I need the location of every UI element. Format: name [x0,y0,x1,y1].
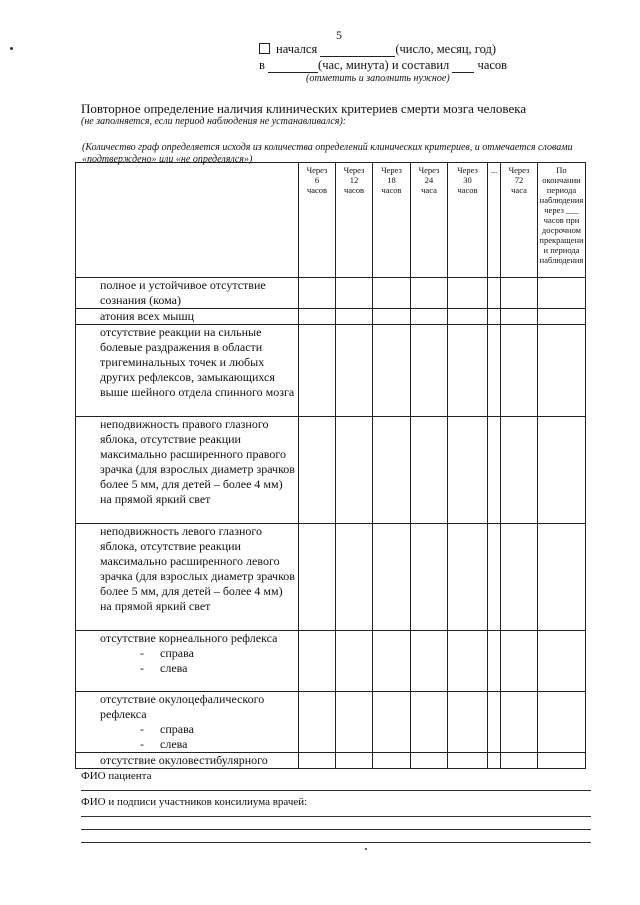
scan-speck [365,848,367,850]
cell[interactable] [336,417,373,524]
cell[interactable] [488,631,501,692]
criteria-table [75,162,586,769]
date-hint-label: (число, месяц, год) [395,42,497,56]
cell[interactable] [538,631,586,692]
table-row [76,325,586,417]
header-12h: Через 12 часов [336,163,373,278]
header-72h: Через 72 часа [501,163,538,278]
cell[interactable] [448,753,488,769]
criterion-pain-reaction: отсутствие реакции на сильные болевые раздражения в области тригеминальных точек и любых других рефлексов, замыкающихся выше шейного отдела спинного мозга [76,325,299,417]
cell[interactable] [501,524,538,631]
table-row [76,753,586,769]
cell[interactable] [448,524,488,631]
date-blank-field[interactable] [320,46,395,57]
section-note: (Количество граф определяется исходя из количества определений клинических критериев, и отмечается словами «подтверждено» или «не определялся») [82,142,573,165]
cell[interactable] [488,692,501,753]
cell[interactable] [488,278,501,309]
cell[interactable] [373,524,411,631]
cell[interactable] [488,325,501,417]
cell[interactable] [299,417,336,524]
cell[interactable] [373,417,411,524]
header-end-of-period: По окончании периода наблюдения через ___ часов при досрочном прекращени и периода наблюдения [538,163,586,278]
cell[interactable] [411,753,448,769]
cell[interactable] [501,278,538,309]
cell[interactable] [538,278,586,309]
header-ellipsis: ... [488,163,501,278]
header-30h: Через 30 часов [448,163,488,278]
cell[interactable] [538,325,586,417]
side-left: - слева [140,737,188,751]
cell[interactable] [299,278,336,309]
cell[interactable] [538,417,586,524]
cell[interactable] [488,417,501,524]
council-signature-line-3[interactable] [81,842,591,843]
cell[interactable] [336,309,373,325]
cell[interactable] [299,524,336,631]
cell[interactable] [538,692,586,753]
cell[interactable] [411,417,448,524]
period-start-line [259,42,496,57]
cell[interactable] [501,325,538,417]
cell[interactable] [501,692,538,753]
criterion-left-eye: неподвижность левого глазного яблока, отсутствие реакции максимально расширенного левого зрачка (для взрослых диаметр зрачков более 5 мм, для детей – более 4 мм) на прямой яркий свет [76,524,299,631]
page-number: 5 [336,28,342,42]
cell[interactable] [299,309,336,325]
cell[interactable] [373,309,411,325]
cell[interactable] [411,692,448,753]
cell[interactable] [336,524,373,631]
cell[interactable] [488,524,501,631]
section-title: Повторное определение наличия клинических критериев смерти мозга человека [81,101,527,116]
cell[interactable] [299,753,336,769]
council-signature-line-2[interactable] [81,829,591,830]
cell[interactable] [373,278,411,309]
cell[interactable] [411,278,448,309]
cell[interactable] [538,753,586,769]
table-row [76,417,586,524]
cell[interactable] [448,417,488,524]
cell[interactable] [373,325,411,417]
header-criteria-cell [76,163,299,278]
table-row [76,692,586,753]
period-start-label: начался [276,42,318,56]
criterion-atonia: атония всех мышц [76,309,299,325]
table-row [76,278,586,309]
cell[interactable] [299,692,336,753]
cell[interactable] [373,631,411,692]
cell[interactable] [336,325,373,417]
cell[interactable] [448,278,488,309]
table-row [76,524,586,631]
patient-name-label: ФИО пациента [81,770,152,782]
cell[interactable] [538,309,586,325]
cell[interactable] [299,631,336,692]
table-row [76,309,586,325]
period-duration-line [259,58,507,73]
cell[interactable] [501,753,538,769]
cell[interactable] [336,692,373,753]
criterion-corneal-reflex: отсутствие корнеального рефлекса - справа - слева [76,631,299,692]
cell[interactable] [448,692,488,753]
header-24h: Через 24 часа [411,163,448,278]
table-header-row [76,163,586,278]
side-right: - справа [140,646,194,660]
cell[interactable] [488,753,501,769]
scan-speck [10,47,13,50]
cell[interactable] [299,325,336,417]
council-signature-line-1[interactable] [81,816,591,817]
cell[interactable] [538,524,586,631]
cell[interactable] [336,631,373,692]
period-hint: (отметить и заполнить нужное) [306,73,450,84]
time-middle-label: (час, минута) и составил [318,58,450,72]
cell[interactable] [501,417,538,524]
hours-label: часов [477,58,508,72]
period-checkbox[interactable] [259,43,270,54]
header-6h: Через 6 часов [299,163,336,278]
criterion-oculovestibular-reflex: отсутствие окуловестибулярного [76,753,299,769]
cell[interactable] [501,309,538,325]
criterion-oculocephalic-reflex: отсутствие окулоцефалического рефлекса - справа - слева [76,692,299,753]
council-label: ФИО и подписи участников консилиума врачей: [81,796,308,808]
cell[interactable] [488,309,501,325]
time-blank-field[interactable] [268,62,318,73]
cell[interactable] [336,753,373,769]
section-subtitle: (не заполняется, если период наблюдения не устанавливался): [81,116,347,127]
cell[interactable] [373,692,411,753]
cell[interactable] [448,309,488,325]
cell[interactable] [411,309,448,325]
patient-name-line[interactable] [81,790,591,791]
cell[interactable] [373,753,411,769]
cell[interactable] [411,524,448,631]
criterion-coma: полное и устойчивое отсутствие сознания (кома) [76,278,299,309]
cell[interactable] [501,631,538,692]
cell[interactable] [336,278,373,309]
side-right: - справа [140,722,194,736]
criterion-right-eye: неподвижность правого глазного яблока, отсутствие реакции максимально расширенного правого зрачка (для взрослых диаметр зрачков более 5 мм, для детей – более 4 мм) на прямой яркий свет [76,417,299,524]
table-row [76,631,586,692]
time-prefix-label: в [259,58,265,72]
header-18h: Через 18 часов [373,163,411,278]
cell[interactable] [448,631,488,692]
cell[interactable] [411,631,448,692]
cell[interactable] [411,325,448,417]
hours-blank-field[interactable] [452,62,474,73]
side-left: - слева [140,661,188,675]
cell[interactable] [448,325,488,417]
